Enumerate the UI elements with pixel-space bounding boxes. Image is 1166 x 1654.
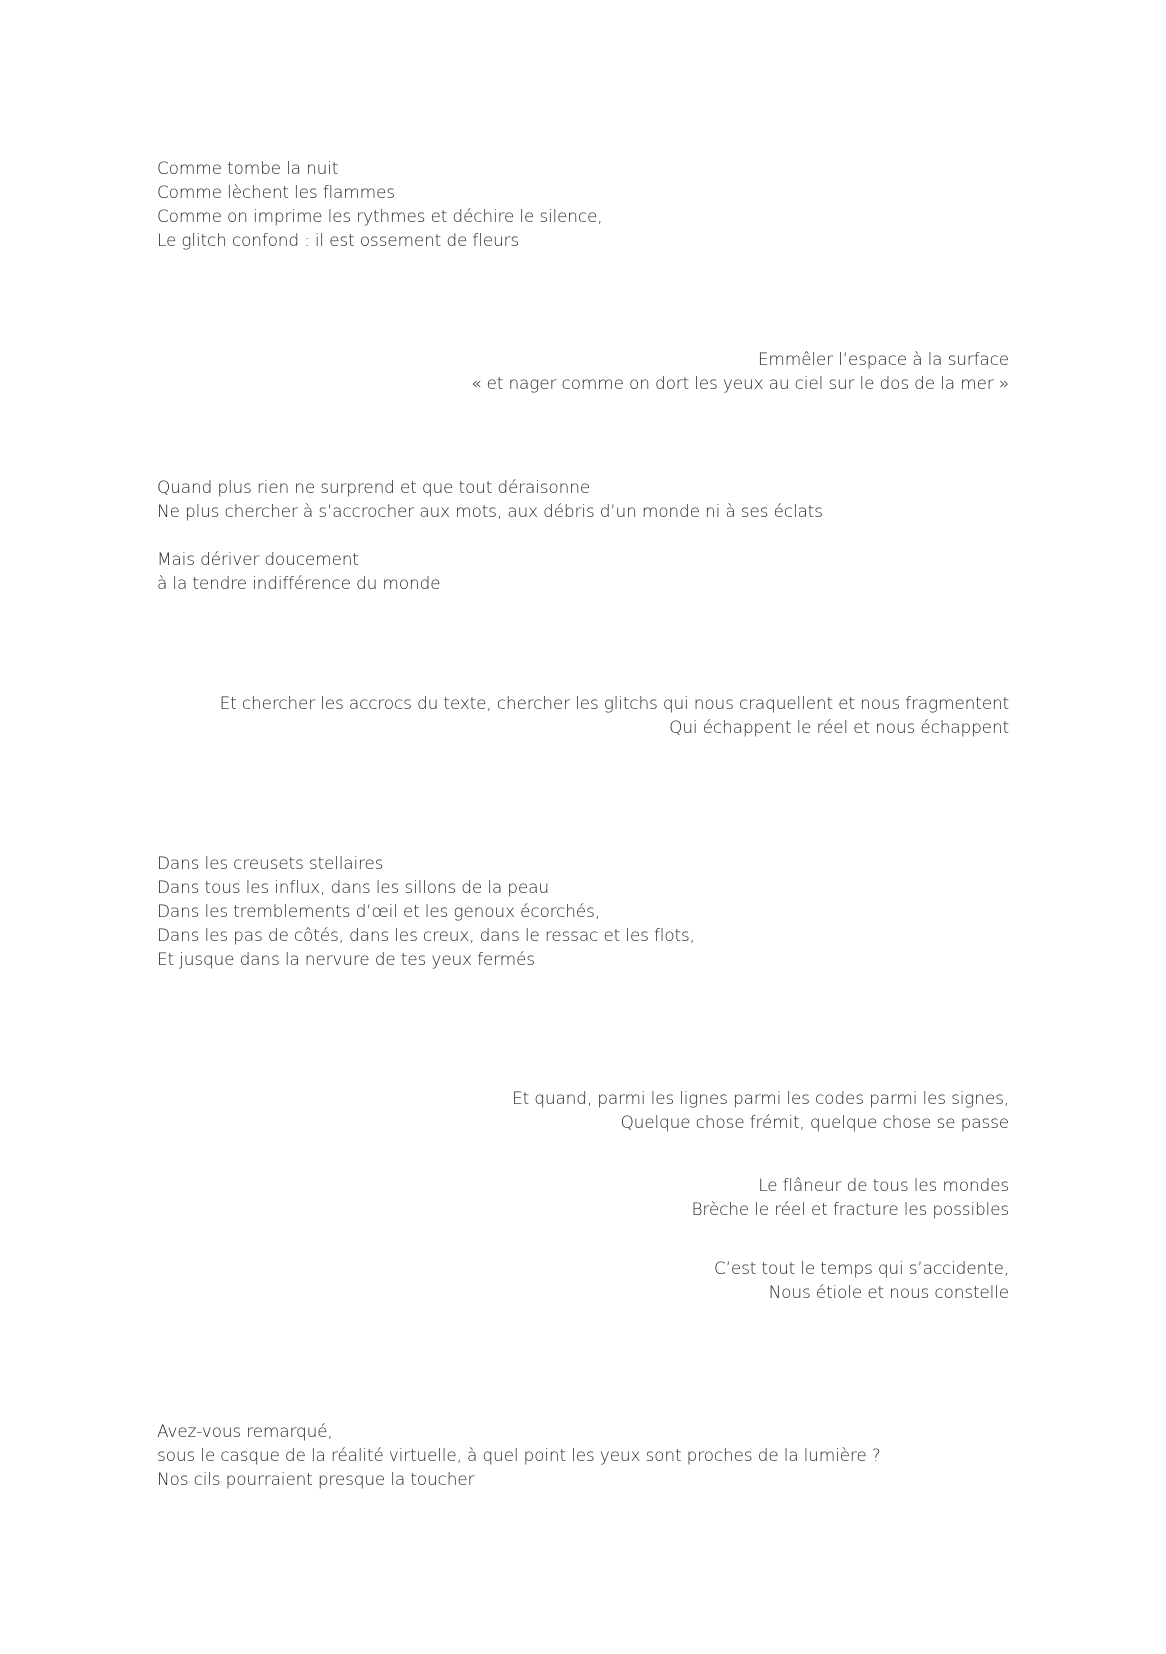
poem-line: Dans les pas de côtés, dans les creux, dans le ressac et les flots, [157, 926, 695, 946]
poem-line: Le flâneur de tous les mondes [758, 1176, 1009, 1196]
stanza-1 [157, 157, 603, 253]
stanza-5 [220, 692, 1009, 740]
poem-line: Quand plus rien ne surprend et que tout déraisonne [157, 478, 591, 498]
poem-line: Dans les creusets stellaires [157, 854, 384, 874]
poem-line: « et nager comme on dort les yeux au ciel sur le dos de la mer » [471, 374, 1009, 394]
poem-line: Comme lèchent les flammes [157, 183, 395, 203]
poem-line: Emmêler l’espace à la surface [757, 350, 1009, 370]
poem-line: Et chercher les accrocs du texte, chercher les glitchs qui nous craquellent et nous fragmentent [219, 694, 1009, 714]
stanza-10 [157, 1420, 881, 1492]
poem-line: Brèche le réel et fracture les possibles [691, 1200, 1009, 1220]
poem-line: Et jusque dans la nervure de tes yeux fermés [157, 950, 535, 970]
poem-line: sous le casque de la réalité virtuelle, à quel point les yeux sont proches de la lumière ? [157, 1446, 881, 1466]
poem-line: Et quand, parmi les lignes parmi les codes parmi les signes, [512, 1089, 1009, 1109]
poem-line: Quelque chose frémit, quelque chose se passe [620, 1113, 1009, 1133]
poem-line: Comme on imprime les rythmes et déchire le silence, [157, 207, 603, 227]
stanza-7 [512, 1087, 1009, 1135]
stanza-9 [714, 1257, 1009, 1305]
stanza-3 [157, 476, 823, 524]
poem-line: Qui échappent le réel et nous échappent [669, 718, 1009, 738]
stanza-2 [471, 348, 1009, 396]
stanza-8 [691, 1174, 1009, 1222]
poem-line: Le glitch confond : il est ossement de fleurs [157, 231, 519, 251]
poem-line: Mais dériver doucement [157, 550, 359, 570]
stanza-4 [157, 548, 440, 596]
poem-line: Dans les tremblements d’œil et les genoux écorchés, [157, 902, 600, 922]
poem-line: Nous étiole et nous constelle [768, 1283, 1009, 1303]
poem-line: Ne plus chercher à s’accrocher aux mots, aux débris d’un monde ni à ses éclats [157, 502, 823, 522]
poem-line: C’est tout le temps qui s’accidente, [713, 1259, 1009, 1279]
poem-line: Comme tombe la nuit [157, 159, 339, 179]
poem-line: à la tendre indifférence du monde [157, 574, 441, 594]
stanza-6 [157, 852, 695, 972]
poem-line: Nos cils pourraient presque la toucher [157, 1470, 475, 1490]
poem-line: Avez-vous remarqué, [157, 1422, 333, 1442]
poem-line: Dans tous les influx, dans les sillons de la peau [157, 878, 549, 898]
